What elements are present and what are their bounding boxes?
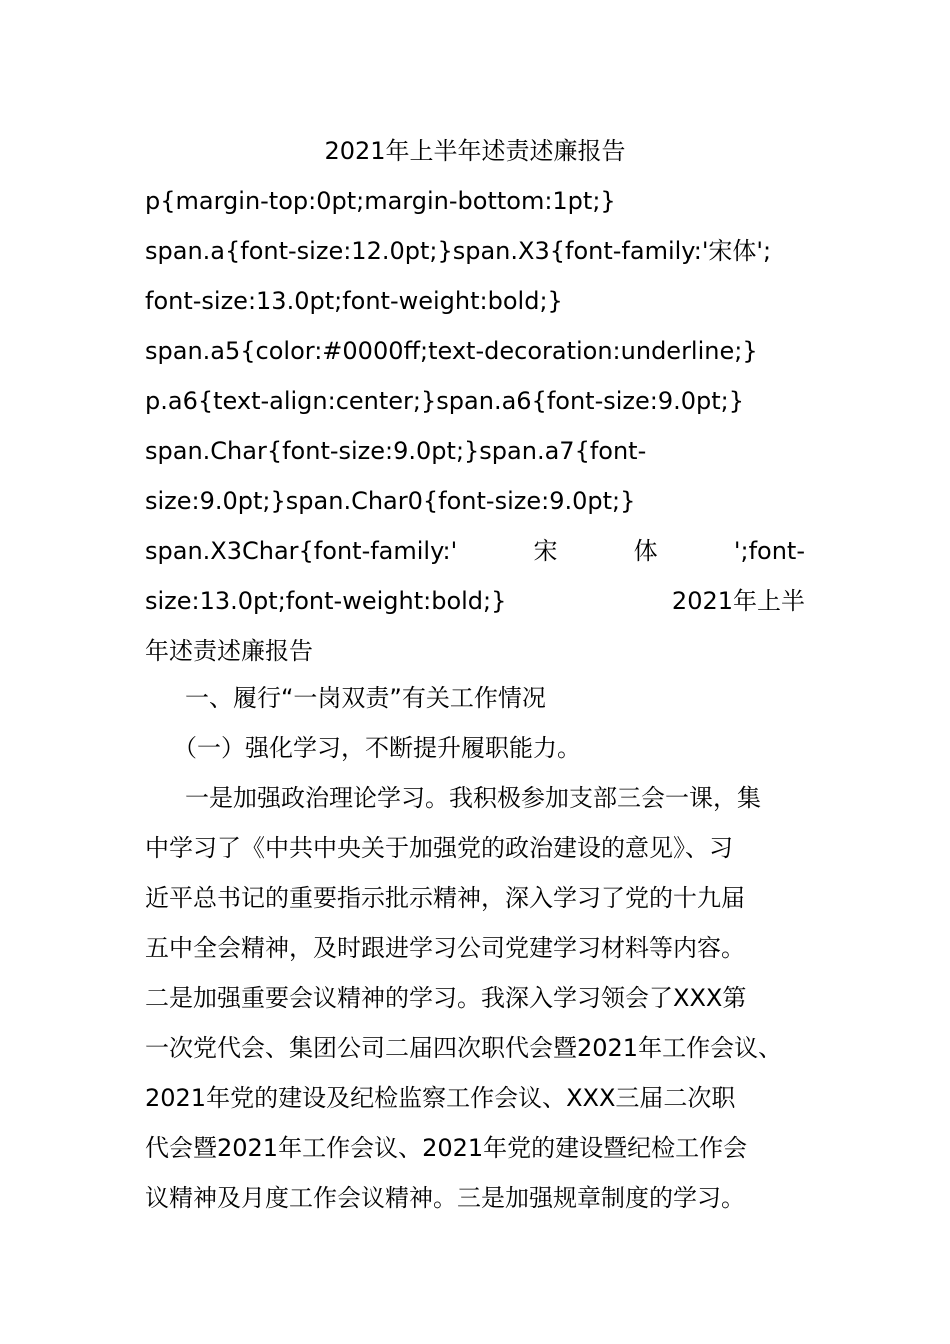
body-line-3: 近平总书记的重要指示批示精神，深入学习了党的十九届 xyxy=(145,884,745,912)
css-line-8-part-3: 体 xyxy=(633,537,658,565)
css-line-9 xyxy=(145,583,805,619)
css-line-1: p{margin-top:0pt;margin-bottom:1pt;} xyxy=(145,187,616,215)
css-line-2: span.a{font-size:12.0pt;}span.X3{font-family:'宋体'; xyxy=(145,237,772,265)
css-line-9-part-1: size:13.0pt;font-weight:bold;} xyxy=(145,587,507,615)
body-line-7: 2021年党的建设及纪检监察工作会议、XXX三届二次职 xyxy=(145,1084,736,1112)
section-heading-1: 一、履行“一岗双责”有关工作情况 xyxy=(185,684,546,712)
body-line-6: 一次党代会、集团公司二届四次职代会暨2021年工作会议、 xyxy=(145,1034,783,1062)
body-line-5: 二是加强重要会议精神的学习。我深入学习领会了XXX第 xyxy=(145,984,747,1012)
css-line-8 xyxy=(145,533,805,569)
css-line-7: size:9.0pt;}span.Char0{font-size:9.0pt;} xyxy=(145,487,636,515)
document-title: 2021年上半年述责述廉报告 xyxy=(324,137,626,165)
body-line-2: 中学习了《中共中央关于加强党的政治建设的意见》、习 xyxy=(145,834,733,862)
css-line-5: p.a6{text-align:center;}span.a6{font-size:9.0pt;} xyxy=(145,387,745,415)
body-line-4: 五中全会精神，及时跟进学习公司党建学习材料等内容。 xyxy=(145,934,745,962)
css-line-8-part-4: ';font- xyxy=(733,537,805,565)
body-line-8: 代会暨2021年工作会议、2021年党的建设暨纪检工作会 xyxy=(145,1134,748,1162)
title-continuation-line: 年述责述廉报告 xyxy=(145,637,313,665)
body-line-1: 一是加强政治理论学习。我积极参加支部三会一课，集 xyxy=(185,784,761,812)
css-line-3: font-size:13.0pt;font-weight:bold;} xyxy=(145,287,563,315)
section-heading-2: （一）强化学习，不断提升履职能力。 xyxy=(173,734,581,762)
css-line-8-part-1: span.X3Char{font-family:' xyxy=(145,537,458,565)
css-line-4: span.a5{color:#0000ff;text-decoration:underline;} xyxy=(145,337,758,365)
body-line-9: 议精神及月度工作会议精神。三是加强规章制度的学习。 xyxy=(145,1184,745,1212)
css-line-9-part-2: 2021年上半 xyxy=(671,587,805,615)
css-line-8-part-2: 宋 xyxy=(533,537,558,565)
css-line-6: span.Char{font-size:9.0pt;}span.a7{font- xyxy=(145,437,647,465)
